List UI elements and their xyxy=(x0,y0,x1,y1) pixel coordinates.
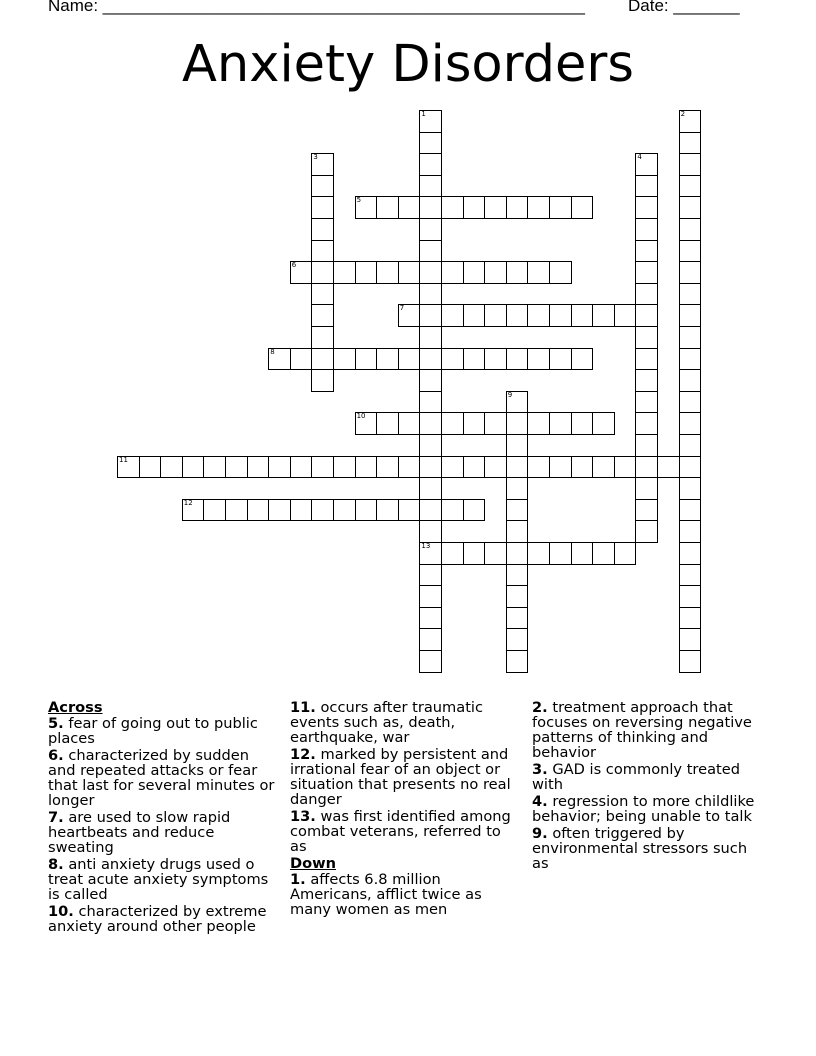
grid-cell[interactable] xyxy=(441,304,464,327)
grid-cell[interactable] xyxy=(419,456,442,479)
grid-cell[interactable] xyxy=(506,348,529,371)
clue-text: marked by persistent and irrational fear of an object or situation that presents no real danger xyxy=(290,746,511,808)
clue-number: 7. xyxy=(48,809,64,826)
grid-cell[interactable] xyxy=(571,196,594,219)
grid-cell[interactable] xyxy=(679,348,702,371)
grid-cell[interactable] xyxy=(463,456,486,479)
grid-cell[interactable] xyxy=(398,304,421,327)
grid-cell[interactable] xyxy=(679,153,702,176)
grid-cell[interactable] xyxy=(679,628,702,651)
grid-cell[interactable] xyxy=(441,196,464,219)
name-field[interactable]: Name: ___________________________________________________ xyxy=(48,0,585,15)
grid-cell[interactable] xyxy=(376,412,399,435)
grid-cell[interactable] xyxy=(376,348,399,371)
down-clue xyxy=(532,762,764,792)
clue-text: affects 6.8 million Americans, afflict twice as many women as men xyxy=(290,871,482,918)
grid-cell[interactable] xyxy=(527,542,550,565)
grid-cell[interactable] xyxy=(635,434,658,457)
grid-cell[interactable] xyxy=(592,542,615,565)
grid-cell[interactable] xyxy=(679,542,702,565)
grid-cell[interactable] xyxy=(527,348,550,371)
grid-cell[interactable] xyxy=(311,218,334,241)
clue-text: treatment approach that focuses on reversing negative patterns of thinking and behavior xyxy=(532,699,752,761)
grid-cell[interactable] xyxy=(225,499,248,522)
grid-cell[interactable] xyxy=(311,175,334,198)
across-clue xyxy=(48,904,280,934)
grid-cell[interactable] xyxy=(398,348,421,371)
grid-cell[interactable] xyxy=(355,348,378,371)
grid-cell[interactable] xyxy=(635,348,658,371)
grid-cell[interactable] xyxy=(549,456,572,479)
clue-text: fear of going out to public places xyxy=(48,715,258,747)
grid-cell[interactable] xyxy=(484,261,507,284)
grid-cell[interactable] xyxy=(463,412,486,435)
grid-cell[interactable] xyxy=(614,456,637,479)
grid-cell[interactable] xyxy=(398,196,421,219)
grid-cell[interactable] xyxy=(527,456,550,479)
grid-cell[interactable] xyxy=(419,607,442,630)
grid-cell[interactable] xyxy=(463,499,486,522)
grid-cell[interactable] xyxy=(419,628,442,651)
clue-number: 10. xyxy=(48,903,74,920)
grid-cell[interactable] xyxy=(376,196,399,219)
grid-cell[interactable] xyxy=(679,240,702,263)
grid-cell[interactable] xyxy=(635,477,658,500)
grid-cell[interactable] xyxy=(679,326,702,349)
grid-cell[interactable] xyxy=(592,304,615,327)
grid-cell[interactable] xyxy=(679,456,702,479)
grid-cell[interactable] xyxy=(679,585,702,608)
grid-cell[interactable] xyxy=(506,196,529,219)
across-clue xyxy=(290,809,522,854)
grid-cell[interactable] xyxy=(463,348,486,371)
grid-cell[interactable] xyxy=(679,283,702,306)
grid-cell[interactable] xyxy=(527,412,550,435)
grid-cell[interactable] xyxy=(398,456,421,479)
grid-cell[interactable] xyxy=(549,412,572,435)
down-heading: Down xyxy=(290,855,337,872)
grid-cell[interactable] xyxy=(506,391,529,414)
grid-cell[interactable] xyxy=(203,456,226,479)
grid-cell[interactable] xyxy=(355,412,378,435)
down-clue xyxy=(532,826,764,871)
grid-cell[interactable] xyxy=(311,153,334,176)
across-clue xyxy=(48,857,280,902)
grid-cell[interactable] xyxy=(679,218,702,241)
grid-cell[interactable] xyxy=(657,456,680,479)
clue-text: occurs after traumatic events such as, death, earthquake, war xyxy=(290,699,484,746)
grid-cell[interactable] xyxy=(571,304,594,327)
grid-cell[interactable] xyxy=(635,218,658,241)
grid-cell[interactable] xyxy=(506,628,529,651)
clue-number: 9 xyxy=(507,390,513,399)
clue-number: 7 xyxy=(399,304,405,313)
grid-cell[interactable] xyxy=(419,240,442,263)
grid-cell[interactable] xyxy=(614,542,637,565)
grid-cell[interactable] xyxy=(484,196,507,219)
grid-cell[interactable] xyxy=(679,564,702,587)
clue-number: 12 xyxy=(183,498,193,507)
grid-cell[interactable] xyxy=(527,196,550,219)
grid-cell[interactable] xyxy=(592,456,615,479)
grid-cell[interactable] xyxy=(419,542,442,565)
grid-cell[interactable] xyxy=(441,261,464,284)
clue-number: 2 xyxy=(680,110,686,118)
grid-cell[interactable] xyxy=(614,304,637,327)
grid-cell[interactable] xyxy=(441,412,464,435)
grid-cell[interactable] xyxy=(311,304,334,327)
grid-cell[interactable] xyxy=(635,261,658,284)
grid-cell[interactable] xyxy=(484,542,507,565)
grid-cell[interactable] xyxy=(139,456,162,479)
grid-cell[interactable] xyxy=(419,499,442,522)
grid-cell[interactable] xyxy=(571,412,594,435)
clue-number: 5 xyxy=(356,196,362,205)
grid-cell[interactable] xyxy=(441,499,464,522)
grid-cell[interactable] xyxy=(571,542,594,565)
clue-number: 8 xyxy=(270,347,275,356)
grid-cell[interactable] xyxy=(679,607,702,630)
grid-cell[interactable] xyxy=(484,348,507,371)
clue-number: 12. xyxy=(290,746,316,763)
grid-cell[interactable] xyxy=(290,499,313,522)
grid-cell[interactable] xyxy=(506,304,529,327)
grid-cell[interactable] xyxy=(506,456,529,479)
grid-cell[interactable] xyxy=(549,196,572,219)
grid-cell[interactable] xyxy=(679,132,702,155)
grid-cell[interactable] xyxy=(419,153,442,176)
grid-cell[interactable] xyxy=(419,283,442,306)
grid-cell[interactable] xyxy=(419,520,442,543)
grid-cell[interactable] xyxy=(419,650,442,673)
clue-text: often triggered by environmental stressors such as xyxy=(532,825,748,872)
grid-cell[interactable] xyxy=(549,304,572,327)
grid-cell[interactable] xyxy=(679,650,702,673)
clue-number: 3 xyxy=(313,153,318,162)
grid-cell[interactable] xyxy=(160,456,183,479)
grid-cell[interactable] xyxy=(419,175,442,198)
grid-cell[interactable] xyxy=(311,283,334,306)
grid-cell[interactable] xyxy=(419,132,442,155)
clue-text: characterized by sudden and repeated attacks or fear that last for several minutes or longer xyxy=(48,747,275,809)
grid-cell[interactable] xyxy=(419,564,442,587)
grid-cell[interactable] xyxy=(484,412,507,435)
grid-cell[interactable] xyxy=(376,261,399,284)
grid-cell[interactable] xyxy=(679,391,702,414)
clue-number: 9. xyxy=(532,825,548,842)
grid-cell[interactable] xyxy=(463,542,486,565)
grid-cell[interactable] xyxy=(506,650,529,673)
grid-cell[interactable] xyxy=(679,499,702,522)
grid-cell[interactable] xyxy=(333,348,356,371)
grid-cell[interactable] xyxy=(419,326,442,349)
grid-cell[interactable] xyxy=(333,261,356,284)
grid-cell[interactable] xyxy=(333,456,356,479)
clue-number: 10 xyxy=(356,412,366,421)
grid-cell[interactable] xyxy=(419,369,442,392)
grid-cell[interactable] xyxy=(355,456,378,479)
grid-cell[interactable] xyxy=(679,110,702,133)
grid-cell[interactable] xyxy=(679,175,702,198)
grid-cell[interactable] xyxy=(311,499,334,522)
clue-number: 13. xyxy=(290,808,316,825)
clue-text: anti anxiety drugs used o treat acute anxiety symptoms is called xyxy=(48,856,269,903)
grid-cell[interactable] xyxy=(506,412,529,435)
grid-cell[interactable] xyxy=(635,196,658,219)
grid-cell[interactable] xyxy=(419,218,442,241)
clues-column-3 xyxy=(532,700,764,873)
grid-cell[interactable] xyxy=(679,520,702,543)
grid-cell[interactable] xyxy=(247,499,270,522)
grid-cell[interactable] xyxy=(463,304,486,327)
grid-cell[interactable] xyxy=(247,456,270,479)
grid-cell[interactable] xyxy=(463,196,486,219)
grid-cell[interactable] xyxy=(268,456,291,479)
clue-number: 8. xyxy=(48,856,64,873)
grid-cell[interactable] xyxy=(419,110,442,133)
clue-text: GAD is commonly treated with xyxy=(532,761,740,793)
grid-cell[interactable] xyxy=(592,412,615,435)
grid-cell[interactable] xyxy=(635,240,658,263)
grid-cell[interactable] xyxy=(441,348,464,371)
date-field[interactable]: Date: _______ xyxy=(628,0,740,15)
grid-cell[interactable] xyxy=(290,456,313,479)
clue-text: characterized by extreme anxiety around other people xyxy=(48,903,267,935)
clues-column-1 xyxy=(48,700,280,936)
grid-cell[interactable] xyxy=(679,477,702,500)
grid-cell[interactable] xyxy=(419,304,442,327)
grid-cell[interactable] xyxy=(506,542,529,565)
grid-cell[interactable] xyxy=(441,456,464,479)
grid-cell[interactable] xyxy=(398,412,421,435)
grid-cell[interactable] xyxy=(182,456,205,479)
clue-number: 2. xyxy=(532,699,548,716)
grid-cell[interactable] xyxy=(225,456,248,479)
grid-cell[interactable] xyxy=(679,434,702,457)
grid-cell[interactable] xyxy=(311,261,334,284)
grid-cell[interactable] xyxy=(117,456,140,479)
grid-cell[interactable] xyxy=(506,434,529,457)
clue-number: 5. xyxy=(48,715,64,732)
grid-cell[interactable] xyxy=(182,499,205,522)
clue-text: are used to slow rapid heartbeats and reduce sweating xyxy=(48,809,231,856)
grid-cell[interactable] xyxy=(419,412,442,435)
grid-cell[interactable] xyxy=(571,456,594,479)
grid-cell[interactable] xyxy=(398,499,421,522)
grid-cell[interactable] xyxy=(441,542,464,565)
clue-number: 6. xyxy=(48,747,64,764)
grid-cell[interactable] xyxy=(635,283,658,306)
grid-cell[interactable] xyxy=(635,304,658,327)
grid-cell[interactable] xyxy=(311,369,334,392)
grid-cell[interactable] xyxy=(484,304,507,327)
grid-cell[interactable] xyxy=(635,326,658,349)
grid-cell[interactable] xyxy=(635,456,658,479)
grid-cell[interactable] xyxy=(290,348,313,371)
grid-cell[interactable] xyxy=(419,391,442,414)
grid-cell[interactable] xyxy=(506,564,529,587)
grid-cell[interactable] xyxy=(355,196,378,219)
grid-cell[interactable] xyxy=(419,261,442,284)
grid-cell[interactable] xyxy=(571,348,594,371)
grid-cell[interactable] xyxy=(506,499,529,522)
grid-cell[interactable] xyxy=(679,196,702,219)
grid-cell[interactable] xyxy=(635,369,658,392)
clue-number: 4. xyxy=(532,793,548,810)
grid-cell[interactable] xyxy=(203,499,226,522)
grid-cell[interactable] xyxy=(355,261,378,284)
down-clue xyxy=(532,794,764,824)
across-clue xyxy=(48,748,280,808)
grid-cell[interactable] xyxy=(506,261,529,284)
clues-column-2 xyxy=(290,700,522,919)
clue-number: 1 xyxy=(421,110,426,118)
grid-cell[interactable] xyxy=(506,520,529,543)
across-clue xyxy=(290,700,522,745)
grid-cell[interactable] xyxy=(635,391,658,414)
grid-cell[interactable] xyxy=(679,412,702,435)
grid-cell[interactable] xyxy=(506,607,529,630)
grid-cell[interactable] xyxy=(419,585,442,608)
grid-cell[interactable] xyxy=(311,240,334,263)
down-clue xyxy=(290,872,522,917)
across-clue xyxy=(48,810,280,855)
grid-cell[interactable] xyxy=(679,304,702,327)
grid-cell[interactable] xyxy=(527,304,550,327)
grid-cell[interactable] xyxy=(484,456,507,479)
grid-cell[interactable] xyxy=(527,261,550,284)
grid-cell[interactable] xyxy=(635,499,658,522)
grid-cell[interactable] xyxy=(463,261,486,284)
grid-cell[interactable] xyxy=(419,477,442,500)
grid-cell[interactable] xyxy=(635,412,658,435)
grid-cell[interactable] xyxy=(549,542,572,565)
grid-cell[interactable] xyxy=(679,369,702,392)
clue-number: 11. xyxy=(290,699,316,716)
down-clue xyxy=(532,700,764,760)
across-clue xyxy=(48,716,280,746)
clue-number: 3. xyxy=(532,761,548,778)
grid-cell[interactable] xyxy=(290,261,313,284)
grid-cell[interactable] xyxy=(311,348,334,371)
grid-cell[interactable] xyxy=(311,456,334,479)
page-title: Anxiety Disorders xyxy=(182,35,634,94)
clue-text: was first identified among combat veterans, referred to as xyxy=(290,808,511,855)
grid-cell[interactable] xyxy=(268,499,291,522)
grid-cell[interactable] xyxy=(506,585,529,608)
clue-number: 6 xyxy=(291,261,297,270)
across-clue xyxy=(290,747,522,807)
grid-cell[interactable] xyxy=(268,348,291,371)
clue-number: 11 xyxy=(119,455,128,464)
grid-cell[interactable] xyxy=(355,499,378,522)
grid-cell[interactable] xyxy=(398,261,421,284)
grid-cell[interactable] xyxy=(376,456,399,479)
grid-cell[interactable] xyxy=(376,499,399,522)
across-heading: Across xyxy=(48,699,103,716)
grid-cell[interactable] xyxy=(311,326,334,349)
grid-cell[interactable] xyxy=(419,196,442,219)
grid-cell[interactable] xyxy=(419,348,442,371)
grid-cell[interactable] xyxy=(333,499,356,522)
clue-text: regression to more childlike behavior; being unable to talk xyxy=(532,793,755,825)
grid-cell[interactable] xyxy=(549,261,572,284)
grid-cell[interactable] xyxy=(506,477,529,500)
grid-cell[interactable] xyxy=(635,520,658,543)
clue-number: 13 xyxy=(421,542,431,550)
grid-cell[interactable] xyxy=(635,175,658,198)
grid-cell[interactable] xyxy=(549,348,572,371)
clue-number: 1. xyxy=(290,871,306,888)
grid-cell[interactable] xyxy=(311,196,334,219)
grid-cell[interactable] xyxy=(419,434,442,457)
grid-cell[interactable] xyxy=(679,261,702,284)
grid-cell[interactable] xyxy=(635,153,658,176)
clue-number: 4 xyxy=(637,153,642,162)
